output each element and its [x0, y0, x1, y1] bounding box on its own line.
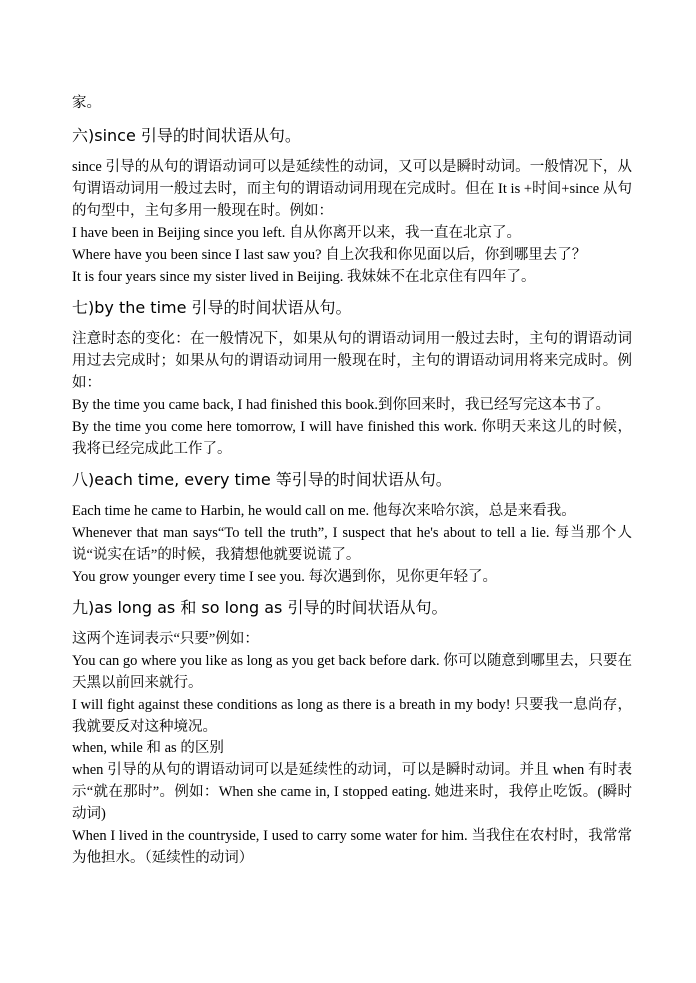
example-by-the-time-2: By the time you come here tomorrow, I will have finished this work. 你明天来这儿的时候，我将已经完成此工作了。 — [72, 419, 632, 457]
section-heading-8: 八)each time, every time 等引导的时间状语从句。 — [72, 470, 452, 489]
section-heading-7: 七)by the time 引导的时间状语从句。 — [72, 298, 352, 317]
example-each-time-1: Each time he came to Harbin, he would call on me. 他每次来哈尔滨，总是来看我。 — [72, 503, 576, 519]
paragraph-when-rule: when 引导的从句的谓语动词可以是延续性的动词，可以是瞬时动词。并且 when 有时表示“就在那时”。例如：When she came in, I stopped eating. 她进来时，我停止吃饭。(瞬时动词) — [72, 762, 632, 822]
paragraph-as-long-as-meaning: 这两个连词表示“只要”例如： — [72, 631, 259, 647]
document-page — [72, 92, 632, 869]
example-whenever: Whenever that man says“To tell the truth”, I suspect that he's about to tell a lie. 每当那个人说“说实在话”的时候，我猜想他就要说谎了。 — [72, 525, 632, 563]
example-as-long-as-2: I will fight against these conditions as long as there is a breath in my body! 只要我一息尚存，我就要反对这种境况。 — [72, 697, 632, 735]
paragraph-by-the-time-rule: 注意时态的变化：在一般情况下，如果从句的谓语动词用一般过去时，主句的谓语动词用过去完成时；如果从句的谓语动词用一般现在时，主句的谓语动词用将来完成时。例如： — [72, 331, 632, 391]
example-since-1: I have been in Beijing since you left. 自从你离开以来，我一直在北京了。 — [72, 225, 522, 241]
example-every-time: You grow younger every time I see you. 每次遇到你，见你更年轻了。 — [72, 569, 498, 585]
subheading-when-while-as: when, while 和 as 的区别 — [72, 740, 224, 756]
example-when-continuous: When I lived in the countryside, I used to carry some water for him. 当我住在农村时，我常常为他担水。（延续性的动词） — [72, 828, 632, 866]
example-since-3: It is four years since my sister lived in Beijing. 我妹妹不在北京住有四年了。 — [72, 269, 536, 285]
paragraph-since-rule: since 引导的从句的谓语动词可以是延续性的动词，又可以是瞬时动词。一般情况下，从句谓语动词用一般过去时，而主句的谓语动词用现在完成时。但在 It is +时间+since 从句的句型中，主句多用一般现在时。例如： — [72, 159, 632, 219]
section-heading-6: 六)since 引导的时间状语从句。 — [72, 126, 301, 145]
paragraph-continuation: 家。 — [72, 95, 101, 111]
example-as-long-as-1: You can go where you like as long as you get back before dark. 你可以随意到哪里去，只要在天黑以前回来就行。 — [72, 653, 632, 691]
example-by-the-time-1: By the time you came back, I had finished this book.到你回来时，我已经写完这本书了。 — [72, 397, 611, 413]
example-since-2: Where have you been since I last saw you? 自上次我和你见面以后，你到哪里去了？ — [72, 247, 587, 263]
section-heading-9: 九)as long as 和 so long as 引导的时间状语从句。 — [72, 598, 448, 617]
